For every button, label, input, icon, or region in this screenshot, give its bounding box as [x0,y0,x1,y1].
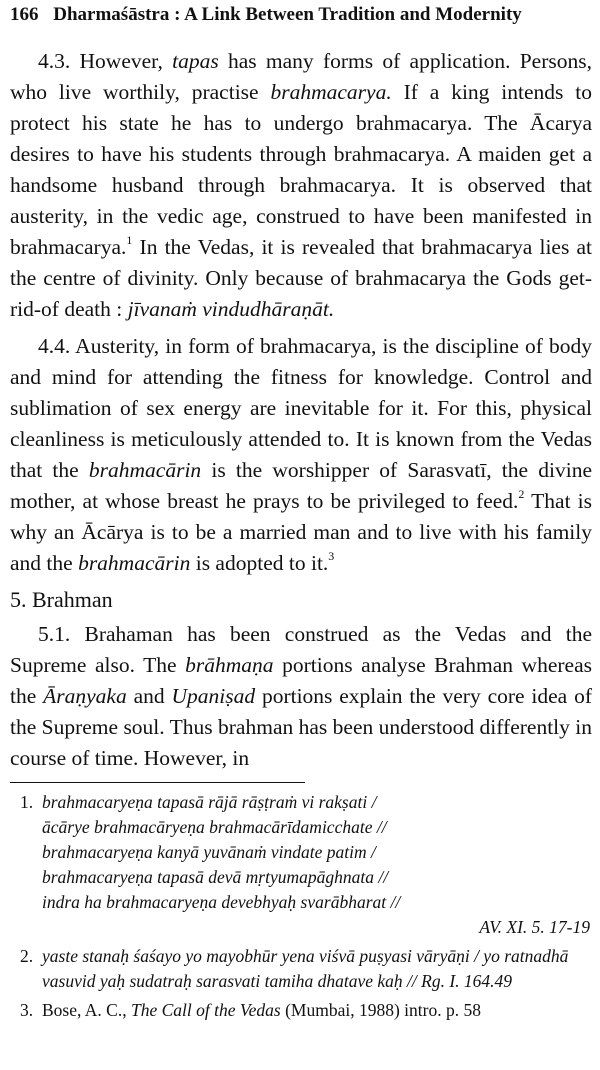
footnote-2 [20,944,590,994]
text-run: If a king intends to protect his state he has to undergo brahmacarya. The Ācarya desires to have his students through brahmacarya. A maiden get a handsome husband through brahmacarya. It is observed that austerity, in the vedic age, construed to have been manifested in brahmacarya. [10,80,593,259]
section-heading: 5. Brahman [10,587,113,612]
text-run: 4.3. However, [38,49,173,73]
citation: AV. XI. 5. 17-19 [479,917,590,937]
italic-quote: jīvanaṁ vindudhāraṇāt. [127,297,335,321]
main-text [10,46,592,780]
page-number: 166 [10,4,39,25]
footnote-number: 1. [20,792,34,812]
italic-term: tapas [172,49,219,73]
running-title: Dharmaśāstra : A Link Between Tradition and Modernity [53,4,522,25]
footnote-1 [20,790,590,940]
verse-line: brahmacaryeṇa tapasā rājā rāṣṭraṁ vi rakṣati / [42,792,377,812]
italic-term: brahmacārin [78,551,191,575]
text-run: (Mumbai, 1988) intro. p. 58 [280,1000,481,1020]
verse-line: indra ha brahmacaryeṇa devebhyaḥ svarābharat // [42,892,401,912]
paragraph-4-4 [10,331,592,579]
text-run: 5.1. Brahaman has been construed as the Vedas and the Supreme also. The [10,622,592,677]
footnote-number: 2. [20,946,34,966]
italic-term: brāhmaṇa [185,653,274,677]
footnote-divider [10,782,305,783]
footnote-number: 3. [20,1000,34,1020]
text-run: portions analyse Brahman whereas the [10,653,592,708]
verse-line: brahmacaryeṇa kanyā yuvānaṁ vindate patim / [42,842,376,862]
footnote-ref: 2 [518,487,525,501]
verse-text: yaste stanaḥ śaśayo yo mayobhūr yena viśvā puṣyasi vāryāṇi / yo ratnadhā vasuvid yaḥ sudatraḥ sarasvati tamiha dhatave kaḥ // Rg. I. 164.49 [42,946,569,991]
text-run: That is why an Ācārya is to be a married man and to live with his family and the [10,489,592,575]
verse-line: ācārye brahmacāryeṇa brahmacārīdamicchate // [42,817,387,837]
footnote-3 [20,998,590,1023]
italic-term: Upaniṣad [171,684,256,708]
footnote-ref: 3 [328,549,335,563]
text-run: Bose, A. C., [42,1000,131,1020]
running-header [10,4,592,26]
footnote-text [42,998,590,1023]
italic-term: brahmacārin [88,458,202,482]
text-run: has many forms of application. Persons, who live worthily, practise [10,49,592,104]
text-run: is the worshipper of Sarasvatī, the divine mother, at whose breast he prays to be privileged to feed. [10,458,592,513]
footnote-text [42,790,590,940]
paragraph-4-3 [10,46,592,325]
italic-term: Āraṇyaka [43,684,127,708]
book-title: The Call of the Vedas [130,1000,281,1020]
italic-term: brahmacarya. [270,80,392,104]
text-run: In the Vedas, it is revealed that brahmacarya lies at the centre of divinity. Only because of brahmacarya the Gods get-rid-of death : [10,235,592,321]
footnote-text [42,944,590,994]
text-run: and [126,684,172,708]
text-run: portions explain the very core idea of the Supreme soul. Thus brahman has been understood differently in course of time. However, in [10,684,592,770]
footnote-ref: 1 [126,233,133,247]
text-run: is adopted to it. [190,551,329,575]
paragraph-5-1 [10,619,592,774]
text-run: 4.4. Austerity, in form of brahmacarya, is the discipline of body and mind for attending the fitness for knowledge. Control and sublimation of sex energy are inevitable for it. For this, physical cleanliness is meticulously attended to. It is known from the Vedas that the [10,334,592,482]
footnotes [20,790,590,1027]
verse-line: brahmacaryeṇa tapasā devā mṛtyumapāghnata // [42,867,389,887]
